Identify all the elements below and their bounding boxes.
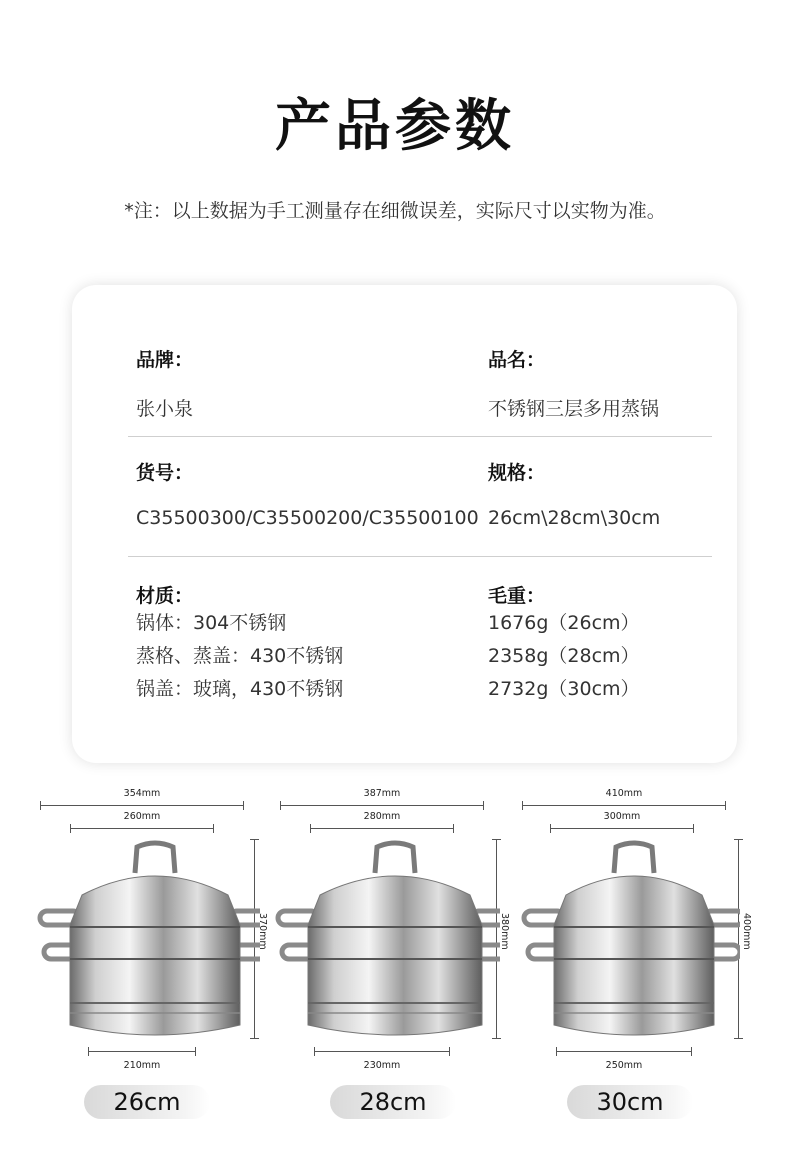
outer-width-line	[522, 805, 726, 806]
weight-line: 1676g（26cm）	[488, 612, 640, 634]
brand-value: 张小泉	[136, 398, 194, 420]
page-title: 产品参数	[275, 94, 515, 159]
inner-width-label: 300mm	[603, 811, 641, 822]
name-label: 品名：	[488, 349, 546, 371]
inner-width-line	[70, 828, 214, 829]
spec-card	[72, 285, 737, 763]
base-width-line	[88, 1051, 196, 1052]
steamer-pot-image	[510, 835, 740, 1050]
steamer-pot-image	[30, 835, 260, 1050]
size-badge: 26cm	[84, 1085, 210, 1119]
pot-dimension-block	[510, 785, 752, 1155]
inner-width-label: 280mm	[363, 811, 401, 822]
height-label: 370mm	[257, 913, 268, 950]
height-label: 380mm	[499, 913, 510, 950]
outer-width-label: 387mm	[363, 788, 401, 799]
base-width-label: 250mm	[605, 1060, 643, 1071]
height-label: 400mm	[741, 913, 752, 950]
inner-width-line	[550, 828, 694, 829]
steamer-pot-image	[270, 835, 500, 1050]
base-width-line	[314, 1051, 450, 1052]
measurement-note: *注：以上数据为手工测量存在细微误差，实际尺寸以实物为准。	[124, 200, 666, 222]
size-badge: 28cm	[330, 1085, 456, 1119]
brand-label: 品牌：	[136, 349, 194, 371]
material-line: 锅盖：玻璃，430不锈钢	[136, 678, 344, 700]
material-label: 材质：	[136, 585, 194, 607]
pot-dimension-block	[270, 785, 510, 1155]
material-line: 蒸格、蒸盖：430不锈钢	[136, 645, 344, 667]
size-value: 26cm\28cm\30cm	[488, 507, 661, 529]
weight-list	[488, 607, 640, 706]
material-list	[136, 607, 343, 706]
weight-label: 毛重：	[488, 585, 546, 607]
base-width-label: 230mm	[363, 1060, 401, 1071]
outer-width-line	[40, 805, 244, 806]
outer-width-label: 410mm	[605, 788, 643, 799]
base-width-label: 210mm	[123, 1060, 161, 1071]
sku-label: 货号：	[136, 462, 194, 484]
material-line: 锅体：304不锈钢	[136, 612, 287, 634]
base-width-line	[556, 1051, 692, 1052]
sku-value: C35500300/C35500200/C35500100	[136, 507, 479, 529]
size-badge: 30cm	[567, 1085, 693, 1119]
weight-line: 2732g（30cm）	[488, 678, 640, 700]
outer-width-label: 354mm	[123, 788, 161, 799]
inner-width-label: 260mm	[123, 811, 161, 822]
divider	[128, 436, 712, 437]
weight-line: 2358g（28cm）	[488, 645, 640, 667]
outer-width-line	[280, 805, 484, 806]
divider	[128, 556, 712, 557]
size-label: 规格：	[488, 462, 546, 484]
name-value: 不锈钢三层多用蒸锅	[488, 398, 660, 420]
inner-width-line	[310, 828, 454, 829]
pot-dimension-block	[30, 785, 268, 1155]
